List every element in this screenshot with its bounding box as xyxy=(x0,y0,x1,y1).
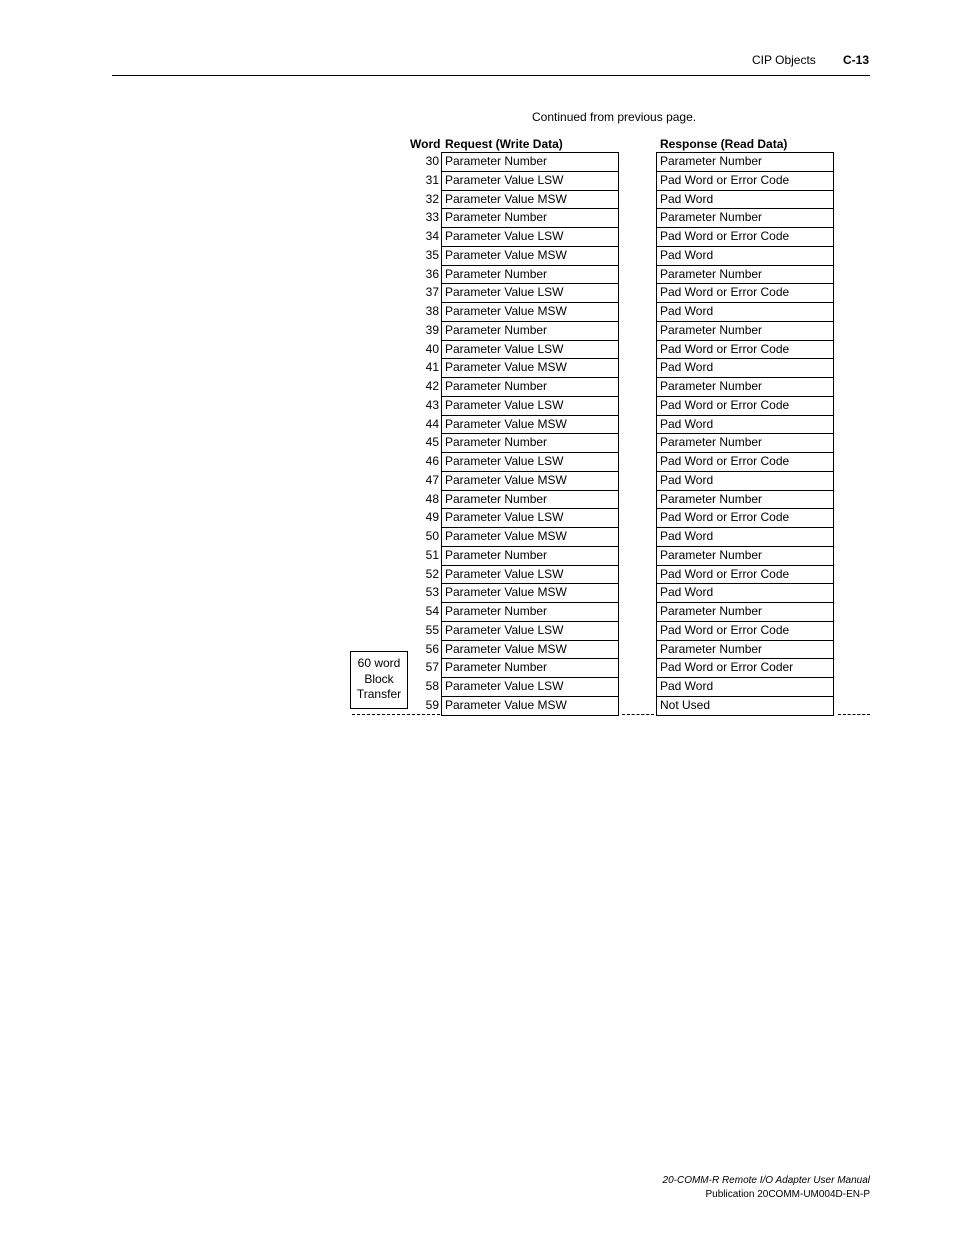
word-number: 40 xyxy=(425,341,439,356)
response-cell: Pad Word xyxy=(656,471,834,491)
table-row xyxy=(0,415,954,434)
footer-manual-title: 20-COMM-R Remote I/O Adapter User Manual xyxy=(662,1175,870,1186)
table-row xyxy=(0,190,954,209)
response-cell: Pad Word or Error Code xyxy=(656,340,834,360)
word-number: 58 xyxy=(425,679,439,693)
request-cell: Parameter Number xyxy=(441,546,619,566)
response-cell: Pad Word xyxy=(656,583,834,603)
request-cell: Parameter Value LSW xyxy=(441,565,619,585)
word-number: 47 xyxy=(425,472,439,487)
table-row xyxy=(0,471,954,490)
response-cell: Parameter Number xyxy=(656,546,834,566)
word-number: 32 xyxy=(425,191,439,206)
response-cell: Pad Word or Error Code xyxy=(656,452,834,472)
response-cell: Pad Word xyxy=(656,677,834,697)
request-cell: Parameter Value MSW xyxy=(441,696,619,716)
word-number: 42 xyxy=(425,379,439,393)
word-number: 53 xyxy=(425,585,439,600)
header-rule xyxy=(112,75,870,76)
table-row xyxy=(0,377,954,396)
response-cell: Parameter Number xyxy=(656,490,834,510)
column-header-response: Response (Read Data) xyxy=(660,137,788,151)
table-row xyxy=(0,302,954,321)
table-row xyxy=(0,340,954,359)
word-number: 59 xyxy=(425,697,439,712)
response-cell: Pad Word xyxy=(656,527,834,547)
request-cell: Parameter Number xyxy=(441,265,619,285)
table-row xyxy=(0,658,954,677)
response-cell: Pad Word or Error Code xyxy=(656,171,834,191)
response-cell: Parameter Number xyxy=(656,640,834,660)
table-row xyxy=(0,640,954,659)
word-number: 50 xyxy=(425,529,439,543)
request-cell: Parameter Value LSW xyxy=(441,677,619,697)
request-cell: Parameter Value LSW xyxy=(441,283,619,303)
request-cell: Parameter Number xyxy=(441,208,619,228)
response-cell: Pad Word xyxy=(656,190,834,210)
request-cell: Parameter Value LSW xyxy=(441,621,619,641)
table-row xyxy=(0,227,954,246)
dashed-divider xyxy=(622,714,654,715)
word-number: 45 xyxy=(425,435,439,450)
word-number: 54 xyxy=(425,604,439,618)
word-number: 36 xyxy=(425,266,439,281)
header-section-title: CIP Objects xyxy=(752,53,816,67)
request-cell: Parameter Number xyxy=(441,658,619,678)
table-row xyxy=(0,171,954,190)
block-label-line: 60 word xyxy=(357,656,401,670)
request-cell: Parameter Number xyxy=(441,602,619,622)
table-row xyxy=(0,696,954,715)
table-row xyxy=(0,265,954,284)
response-cell: Pad Word xyxy=(656,415,834,435)
word-number: 49 xyxy=(425,510,439,525)
word-number: 43 xyxy=(425,397,439,412)
response-cell: Pad Word or Error Code xyxy=(656,565,834,585)
request-cell: Parameter Value MSW xyxy=(441,246,619,266)
word-number: 57 xyxy=(425,660,439,675)
request-cell: Parameter Value MSW xyxy=(441,302,619,322)
response-cell: Pad Word xyxy=(656,302,834,322)
request-cell: Parameter Number xyxy=(441,152,619,172)
table-row xyxy=(0,396,954,415)
request-cell: Parameter Value LSW xyxy=(441,508,619,528)
response-cell: Parameter Number xyxy=(656,602,834,622)
table-row xyxy=(0,321,954,340)
table-row xyxy=(0,527,954,546)
response-cell: Parameter Number xyxy=(656,321,834,341)
response-cell: Pad Word xyxy=(656,358,834,378)
response-cell: Parameter Number xyxy=(656,152,834,172)
request-cell: Parameter Value MSW xyxy=(441,471,619,491)
request-cell: Parameter Value LSW xyxy=(441,452,619,472)
response-cell: Pad Word or Error Code xyxy=(656,508,834,528)
request-cell: Parameter Value MSW xyxy=(441,527,619,547)
response-cell: Not Used xyxy=(656,696,834,716)
header-page-number: C-13 xyxy=(843,53,870,67)
word-number: 51 xyxy=(425,547,439,562)
table-row xyxy=(0,490,954,509)
table-row xyxy=(0,433,954,452)
response-cell: Parameter Number xyxy=(656,208,834,228)
dashed-divider xyxy=(838,714,870,715)
table-row xyxy=(0,508,954,527)
word-number: 46 xyxy=(425,454,439,468)
table-row xyxy=(0,677,954,696)
request-cell: Parameter Number xyxy=(441,490,619,510)
response-cell: Parameter Number xyxy=(656,377,834,397)
table-row xyxy=(0,565,954,584)
request-cell: Parameter Value LSW xyxy=(441,171,619,191)
response-cell: Parameter Number xyxy=(656,265,834,285)
word-number: 55 xyxy=(425,622,439,637)
word-number: 39 xyxy=(425,322,439,337)
column-header-request: Request (Write Data) xyxy=(445,137,563,151)
request-cell: Parameter Value MSW xyxy=(441,358,619,378)
request-cell: Parameter Value MSW xyxy=(441,190,619,210)
word-number: 41 xyxy=(425,360,439,375)
table-row xyxy=(0,152,954,171)
response-cell: Pad Word or Error Code xyxy=(656,227,834,247)
block-transfer-label-box xyxy=(350,651,408,709)
request-cell: Parameter Value LSW xyxy=(441,396,619,416)
response-cell: Pad Word or Error Coder xyxy=(656,658,834,678)
word-number: 56 xyxy=(425,641,439,656)
footer-publication: Publication 20COMM-UM004D-EN-P xyxy=(705,1189,870,1200)
table-row xyxy=(0,621,954,640)
word-number: 31 xyxy=(425,172,439,187)
table-row xyxy=(0,208,954,227)
word-number: 34 xyxy=(425,229,439,243)
block-label-line: Block xyxy=(364,671,394,686)
table-row xyxy=(0,602,954,621)
table-row xyxy=(0,583,954,602)
table-row xyxy=(0,452,954,471)
request-cell: Parameter Number xyxy=(441,321,619,341)
table-row xyxy=(0,283,954,302)
request-cell: Parameter Number xyxy=(441,377,619,397)
request-cell: Parameter Value LSW xyxy=(441,340,619,360)
column-header-word: Word xyxy=(410,137,441,151)
table-row xyxy=(0,546,954,565)
response-cell: Pad Word xyxy=(656,246,834,266)
response-cell: Pad Word or Error Code xyxy=(656,396,834,416)
request-cell: Parameter Value MSW xyxy=(441,583,619,603)
request-cell: Parameter Value MSW xyxy=(441,640,619,660)
word-number: 30 xyxy=(425,154,439,168)
response-cell: Pad Word or Error Code xyxy=(656,283,834,303)
dashed-divider xyxy=(352,714,440,715)
block-label-line: Transfer xyxy=(356,687,402,701)
request-cell: Parameter Value MSW xyxy=(441,415,619,435)
response-cell: Parameter Number xyxy=(656,433,834,453)
word-number: 33 xyxy=(425,210,439,225)
table-row xyxy=(0,358,954,377)
request-cell: Parameter Number xyxy=(441,433,619,453)
word-number: 35 xyxy=(425,247,439,262)
word-number: 44 xyxy=(425,416,439,431)
word-number: 52 xyxy=(425,566,439,581)
response-cell: Pad Word or Error Code xyxy=(656,621,834,641)
word-number: 37 xyxy=(425,285,439,300)
word-number: 38 xyxy=(425,304,439,318)
table-row xyxy=(0,246,954,265)
continued-note: Continued from previous page. xyxy=(532,110,697,124)
word-number: 48 xyxy=(425,491,439,506)
request-cell: Parameter Value LSW xyxy=(441,227,619,247)
